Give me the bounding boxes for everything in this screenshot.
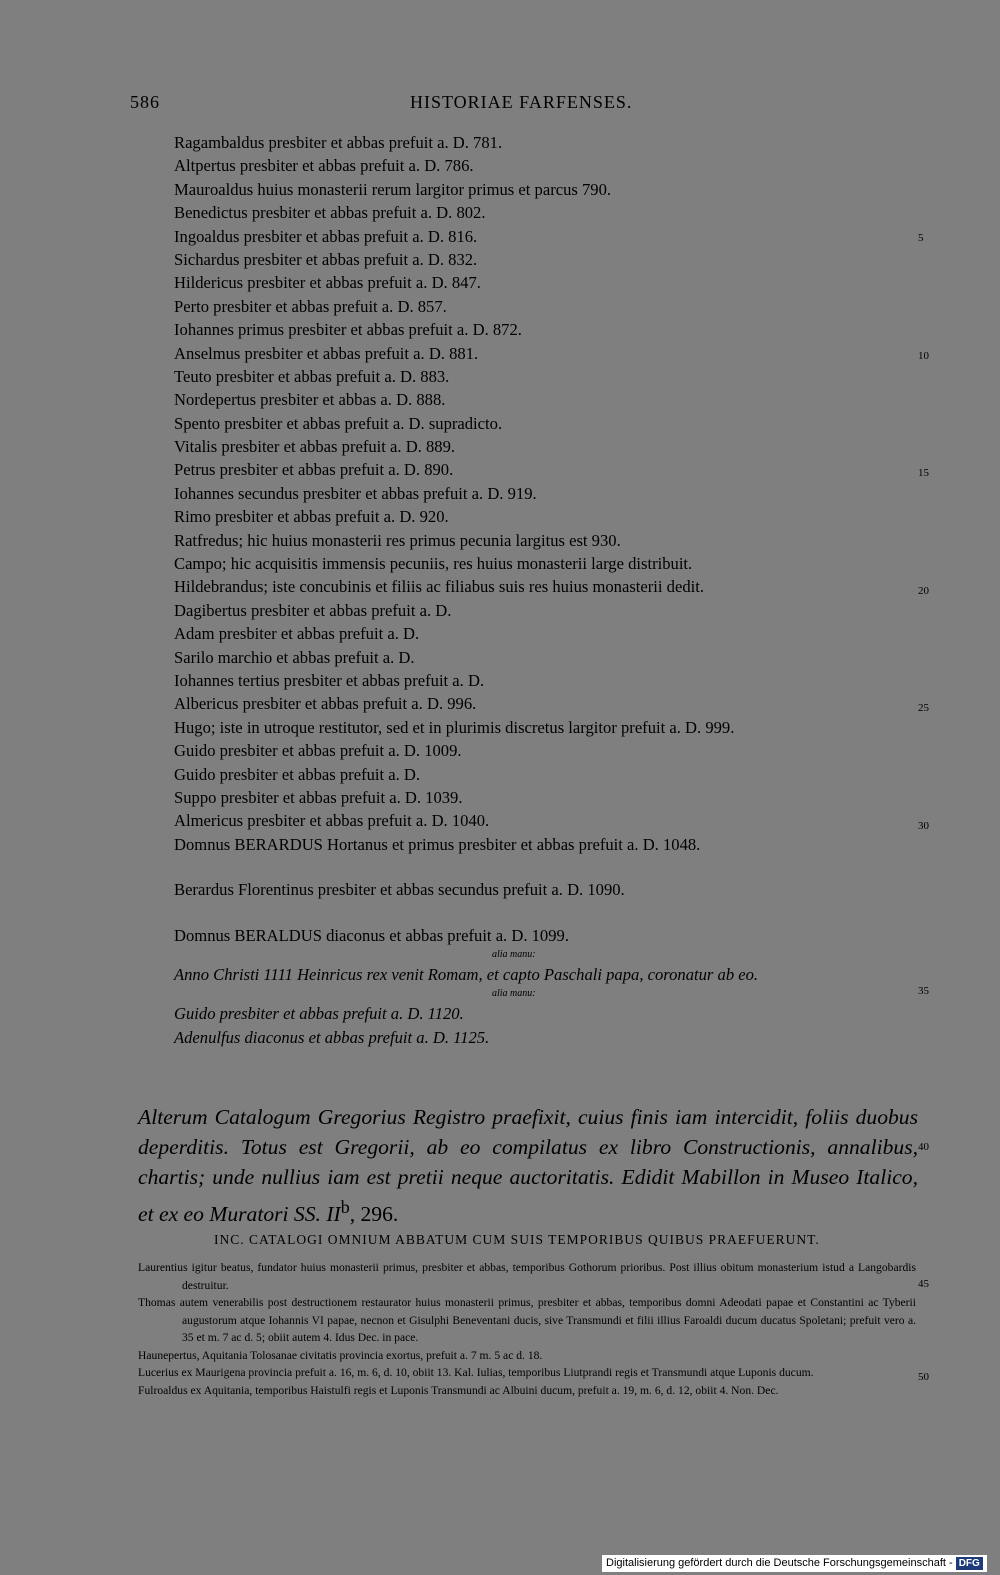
list-item: Altpertus presbiter et abbas prefuit a. D. 786.	[174, 156, 474, 176]
line-number: 15	[918, 467, 929, 479]
list-item-berardus: Berardus Florentinus presbiter et abbas secundus prefuit a. D. 1090.	[174, 880, 625, 900]
line-number: 10	[918, 350, 929, 362]
line-number: 5	[918, 232, 924, 244]
abbot-list	[174, 131, 934, 1049]
hand-note: alia manu:	[492, 948, 536, 960]
list-item: Guido presbiter et abbas prefuit a. D. 1009.	[174, 741, 462, 761]
list-item: Guido presbiter et abbas prefuit a. D.	[174, 764, 421, 784]
catalog-item: Thomas autem venerabilis post destructionem restaurator huius monasterii primus, presbiter et abbas, temporibus domni Adeodati papae et Constantini ac Tyberii augustorum atque Iohannis VI papae, necnon et Gisulphi Beneventani ducis, sive Transmundi et filii illius Faroaldi ducum ducatus Spoletani; prefuit vero a. 35 et m. 7 ac d. 5; obiit autem 4. Idus Dec. in pace.	[138, 1296, 916, 1344]
catalog-list	[138, 1259, 916, 1399]
intro-paragraph	[138, 1102, 918, 1229]
page-number: 586	[130, 92, 160, 112]
list-item: Sichardus presbiter et abbas prefuit a. D. 832.	[174, 249, 478, 269]
paragraph-ref: II	[326, 1202, 341, 1227]
list-item: Nordepertus presbiter et abbas a. D. 888.	[174, 390, 446, 410]
list-item-anno-1111: Anno Christi 1111 Heinricus rex venit Romam, et capto Paschali papa, coronatur ab eo.	[174, 964, 759, 984]
paragraph-text: Alterum Catalogum Gregorius Registro praefixit, cuius finis iam intercidit, foliis duobus deperditis. Totus est Gregorii, ab eo compilatus ex libro Constructionis, annalibus, chartis; unde nullius iam est pretii neque auctoritatis. Edidit Mabillon in Museo Italico, et ex eo Muratori SS.	[138, 1105, 918, 1227]
catalog-item: Lucerius ex Maurigena provincia prefuit a. 16, m. 6, d. 10, obiit 13. Kal. Iulias, temporibus Liutprandi regis et Transmundi atque Luponis ducum.	[138, 1366, 814, 1379]
hand-note: alia manu:	[492, 988, 536, 1000]
list-item: Suppo presbiter et abbas prefuit a. D. 1039.	[174, 787, 463, 807]
list-item: Campo; hic acquisitis immensis pecuniis, res huius monasterii large distribuit.	[174, 554, 693, 574]
catalog-item: Fulroaldus ex Aquitania, temporibus Haistulfi regis et Luponis Transmundi ac Albuini ducum, prefuit a. 19, m. 6, d. 12, obiit 4. Non. Dec.	[138, 1383, 779, 1397]
dfg-logo: DFG	[956, 1557, 983, 1570]
list-item: Almericus presbiter et abbas prefuit a. D. 1040.	[174, 811, 490, 831]
line-number: 20	[918, 585, 929, 597]
funding-footer	[602, 1555, 987, 1572]
catalog-item: Haunepertus, Aquitania Tolosanae civitatis provincia exortus, prefuit a. 7 m. 5 ac d. 18.	[138, 1348, 543, 1362]
catalog-item: Laurentius igitur beatus, fundator huius monasterii primus, presbiter et abbas, temporibus Gothorum prioribus. Post illius obitum monasterium istud a Langobardis destruitur.	[138, 1261, 916, 1292]
list-item: Domnus BERARDUS Hortanus et primus presbiter et abbas prefuit a. D. 1048.	[174, 834, 701, 854]
list-item: Ragambaldus presbiter et abbas prefuit a. D. 781.	[174, 133, 503, 152]
catalog-heading: INC. CATALOGI OMNIUM ABBATUM CUM SUIS TEMPORIBUS QUIBUS PRAEFUERUNT.	[214, 1232, 820, 1247]
line-number: 30	[918, 820, 929, 832]
list-item: Hildebrandus; iste concubinis et filiis ac filiabus suis res huius monasterii dedit.	[174, 577, 704, 597]
paragraph-ref-page: , 296.	[349, 1202, 399, 1227]
line-number: 45	[918, 1278, 929, 1290]
list-item: Hugo; iste in utroque restitutor, sed et in plurimis discretus largitor prefuit a. D. 999.	[174, 717, 735, 737]
list-item: Iohannes primus presbiter et abbas prefuit a. D. 872.	[174, 320, 522, 340]
line-number: 50	[918, 1371, 929, 1383]
list-item: Mauroaldus huius monasterii rerum largitor primus et parcus 790.	[174, 179, 612, 199]
line-number: 25	[918, 702, 929, 714]
list-item: Adam presbiter et abbas prefuit a. D.	[174, 624, 420, 644]
list-item-guido-1120: Guido presbiter et abbas prefuit a. D. 1120.	[174, 1004, 464, 1024]
list-item-beraldus: Domnus BERALDUS diaconus et abbas prefuit a. D. 1099.	[174, 925, 569, 945]
list-item: Rimo presbiter et abbas prefuit a. D. 920.	[174, 507, 449, 527]
list-item: Ingoaldus presbiter et abbas prefuit a. D. 816.	[174, 226, 478, 246]
list-item: Sarilo marchio et abbas prefuit a. D.	[174, 647, 415, 667]
list-item: Hildericus presbiter et abbas prefuit a. D. 847.	[174, 273, 481, 293]
list-item: Anselmus presbiter et abbas prefuit a. D. 881.	[174, 343, 479, 363]
paragraph-ref-sup: b	[340, 1197, 350, 1217]
list-item: Petrus presbiter et abbas prefuit a. D. 890.	[174, 460, 454, 480]
footer-text: Digitalisierung gefördert durch die Deutsche Forschungsgemeinschaft -	[606, 1557, 953, 1569]
running-title: HISTORIAE FARFENSES.	[410, 92, 633, 112]
list-item: Perto presbiter et abbas prefuit a. D. 857.	[174, 296, 447, 316]
list-item-adenulfus: Adenulfus diaconus et abbas prefuit a. D. 1125.	[174, 1027, 490, 1047]
list-item: Teuto presbiter et abbas prefuit a. D. 883.	[174, 366, 450, 386]
list-item: Vitalis presbiter et abbas prefuit a. D. 889.	[174, 437, 456, 457]
list-item: Albericus presbiter et abbas prefuit a. D. 996.	[174, 694, 477, 714]
line-number: 40	[918, 1141, 929, 1153]
line-number: 35	[918, 985, 929, 997]
list-item: Dagibertus presbiter et abbas prefuit a. D.	[174, 600, 452, 620]
list-item: Iohannes tertius presbiter et abbas prefuit a. D.	[174, 670, 485, 690]
list-item: Iohannes secundus presbiter et abbas prefuit a. D. 919.	[174, 483, 537, 503]
list-item: Benedictus presbiter et abbas prefuit a. D. 802.	[174, 203, 486, 223]
list-item: Ratfredus; hic huius monasterii res primus pecunia largitus est 930.	[174, 530, 621, 550]
list-item: Spento presbiter et abbas prefuit a. D. supradicto.	[174, 413, 503, 433]
